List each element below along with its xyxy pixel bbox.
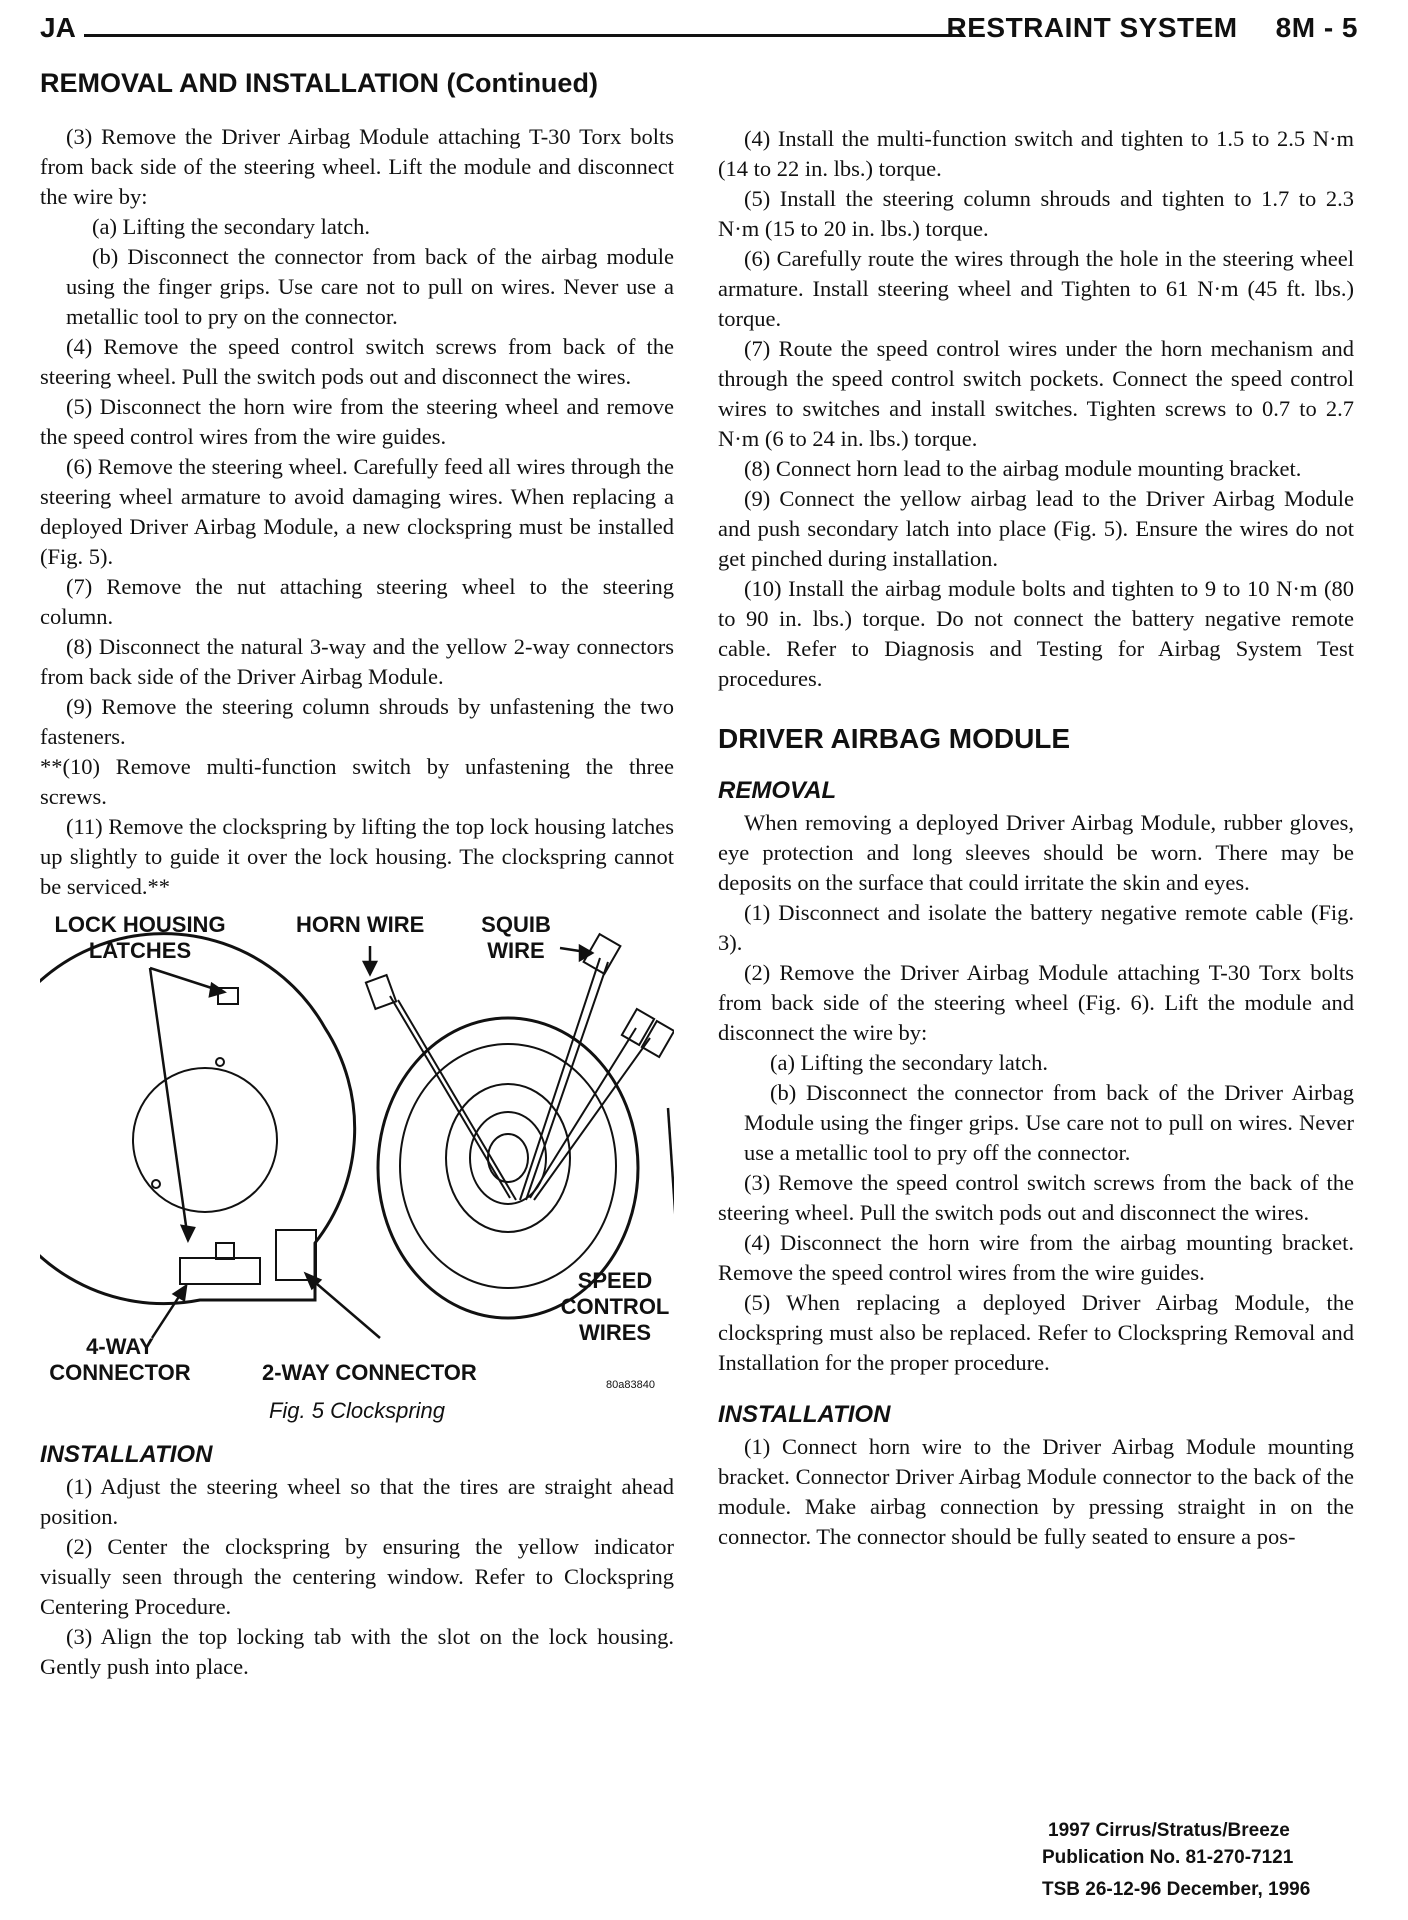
paragraph: (9) Remove the steering column shrouds by unfastening the two fasteners. [40, 694, 674, 749]
paragraph: (9) Connect the yellow airbag lead to the Driver Airbag Module and push secondary latch into place (Fig. 5). Ensure the wires do not get pinched during installation. [718, 486, 1354, 571]
section-title: DRIVER AIRBAG MODULE [718, 723, 1071, 754]
label-two-way-connector: 2-WAY CONNECTOR [262, 1360, 477, 1385]
continued-title: REMOVAL AND INSTALLATION (Continued) [40, 68, 598, 98]
installation-heading: INSTALLATION [40, 1441, 213, 1468]
paragraph: (b) Disconnect the connector from back of the airbag module using the finger grips. Use care not to pull on wires. Never use a metallic tool to pry on the connector. [66, 244, 674, 329]
paragraph: (6) Carefully route the wires through the hole in the steering wheel armature. Install steering wheel and Tighten to 61 N·m (45 ft. lbs.) torque. [718, 246, 1354, 331]
paragraph: When removing a deployed Driver Airbag Module, rubber gloves, eye protection and long sleeves should be worn. There may be deposits on the surface that could irritate the skin and eyes. [718, 810, 1354, 895]
figure-code: 80a83840 [606, 1379, 655, 1391]
header-page-number: 8M - 5 [1275, 12, 1358, 43]
paragraph: (1) Disconnect and isolate the battery negative remote cable (Fig. 3). [718, 900, 1354, 955]
footer-publication: Publication No. 81-270-7121 [1042, 1847, 1294, 1868]
footer [1042, 1820, 1311, 1906]
paragraph: (5) Install the steering column shrouds and tighten to 1.7 to 2.3 N·m (15 to 20 in. lbs.) torque. [718, 186, 1354, 241]
installation-heading: INSTALLATION [718, 1401, 891, 1428]
paragraph: **(10) Remove multi-function switch by unfastening the three screws. [40, 754, 674, 809]
header-section-code: JA [40, 12, 76, 43]
paragraph: (2) Center the clockspring by ensuring the yellow indicator visually seen through the centering window. Refer to Clockspring Centering Procedure. [40, 1534, 674, 1619]
figure-caption: Fig. 5 Clockspring [268, 1398, 446, 1423]
lock-housing-latch [216, 1243, 234, 1259]
paragraph: (10) Install the airbag module bolts and tighten to 9 to 10 N·m (80 to 90 in. lbs.) torque. Do not connect the battery negative remote cable. Refer to Diagnosis and Testing for Airbag System Test procedures. [718, 576, 1354, 691]
paragraph: (b) Disconnect the connector from back of the Driver Airbag Module using the finger grips. Use care not to pull on wires. Never use a metallic tool to pry off the connector. [744, 1080, 1354, 1165]
clockspring-hub [133, 1068, 277, 1212]
paragraph: (5) When replacing a deployed Driver Airbag Module, the clockspring must also be replaced. Refer to Clockspring Removal and Installation for the proper procedure. [718, 1290, 1354, 1375]
label-four-way-connector: 4-WAY CONNECTOR [49, 1334, 191, 1385]
label-lock-housing: LOCK HOUSING LATCHES [54, 912, 226, 963]
paragraph: (3) Remove the speed control switch screws from the back of the steering wheel. Pull the switch pods out and disconnect the wires. [718, 1170, 1354, 1225]
label-squib-wire: SQUIB WIRE [481, 912, 551, 963]
paragraph: (7) Remove the nut attaching steering wheel to the steering column. [40, 574, 674, 629]
paragraph: (4) Disconnect the horn wire from the airbag mounting bracket. Remove the speed control wires from the wire guides. [718, 1230, 1354, 1285]
paragraph: (7) Route the speed control wires under the horn mechanism and through the speed control switch pockets. Connect the speed control wires to switches and install switches. Tighten screws to 0.7 to 2.7 N·m (6 to 24 in. lbs.) torque. [718, 336, 1354, 451]
paragraph: (4) Remove the speed control switch screws from back of the steering wheel. Pull the switch pods out and disconnect the wires. [40, 334, 674, 389]
footer-model: 1997 Cirrus/Stratus/Breeze [1048, 1820, 1290, 1841]
clockspring-figure [40, 908, 674, 1391]
paragraph: (a) Lifting the secondary latch. [770, 1050, 1049, 1075]
right-column [718, 124, 1354, 1552]
paragraph: (5) Disconnect the horn wire from the steering wheel and remove the speed control wires from the wire guides. [40, 394, 674, 449]
four-way-connector [180, 1258, 260, 1284]
paragraph: (1) Connect horn wire to the Driver Airbag Module mounting bracket. Connector Driver Airbag Module connector to the back of the module. Make airbag connection by pressing straight in on the connector. The connector should be fully seated to ensure a pos- [718, 1434, 1354, 1549]
label-horn-wire: HORN WIRE [296, 912, 425, 937]
paragraph: (8) Disconnect the natural 3-way and the yellow 2-way connectors from back side of the Driver Airbag Module. [40, 634, 674, 689]
paragraph: (2) Remove the Driver Airbag Module attaching T-30 Torx bolts from back side of the steering wheel (Fig. 6). Lift the module and disconnect the wire by: [718, 960, 1354, 1045]
paragraph: (a) Lifting the secondary latch. [92, 214, 371, 239]
paragraph: (1) Adjust the steering wheel so that the tires are straight ahead position. [40, 1474, 674, 1529]
label-speed-control-wires: SPEED CONTROL WIRES [560, 1268, 670, 1345]
removal-heading: REMOVAL [718, 777, 837, 804]
paragraph: (6) Remove the steering wheel. Carefully feed all wires through the steering wheel armature to avoid damaging wires. When replacing a deployed Driver Airbag Module, a new clockspring must be installed (Fig. 5). [40, 454, 674, 569]
header-section-title: RESTRAINT SYSTEM [946, 12, 1238, 43]
header-right [947, 12, 1359, 44]
left-column [40, 122, 674, 1682]
paragraph: (4) Install the multi-function switch and tighten to 1.5 to 2.5 N·m (14 to 22 in. lbs.) torque. [718, 126, 1354, 181]
paragraph: (11) Remove the clockspring by lifting the top lock housing latches up slightly to guide it over the lock housing. The clockspring cannot be serviced.** [40, 814, 674, 899]
two-way-connector [276, 1230, 316, 1280]
clockspring-back-outline [40, 934, 355, 1304]
paragraph: (3) Align the top locking tab with the slot on the lock housing. Gently push into place. [40, 1624, 674, 1679]
footer-tsb: TSB 26-12-96 December, 1996 [1042, 1879, 1311, 1900]
header-rule [84, 34, 964, 37]
paragraph: (8) Connect horn lead to the airbag module mounting bracket. [744, 456, 1302, 481]
paragraph: (3) Remove the Driver Airbag Module attaching T-30 Torx bolts from back side of the steering wheel. Lift the module and disconnect the wire by: [40, 124, 674, 209]
